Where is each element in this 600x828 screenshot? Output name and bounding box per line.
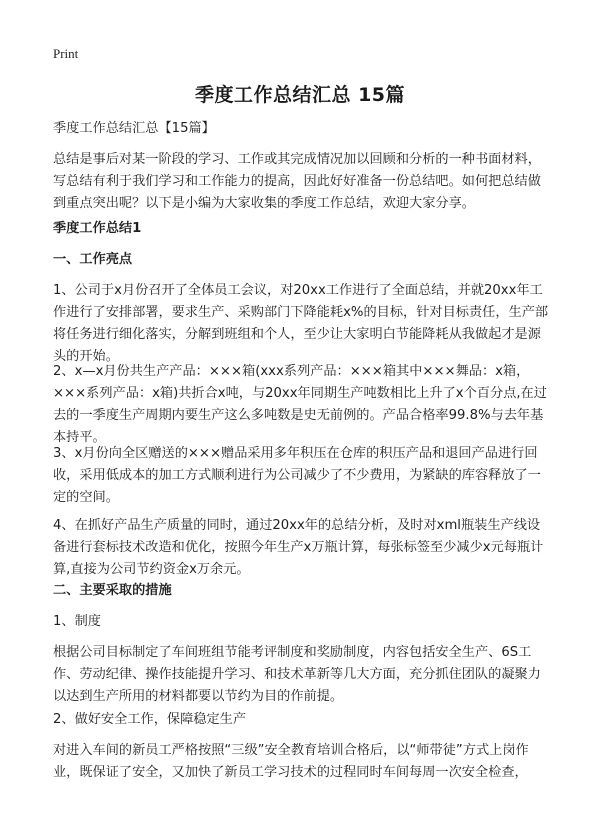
list-item: 3、x月份向全区赠送的×××赠品采用多年积压在仓库的积压产品和退回产品进行回收，采用低成本的加工方式顺利进行为公司减少了不少费用，为紧缺的库容释放了一定的空间。 — [53, 446, 541, 505]
list-item: 4、在抓好产品生产质量的同时，通过20xx年的总结分析，及时对xml瓶装生产线设备进行套标技术改造和优化，按照今年生产x万瓶计算，每张标签至少减少x元每瓶计算,直接为公司节约资金x万余元。 — [53, 518, 544, 577]
subheading: 1、制度 — [53, 614, 101, 629]
intro-paragraph: 总结是事后对某一阶段的学习、工作或其完成情况加以回顾和分析的一种书面材料，写总结有利于我们学习和工作能力的提高，因此好好准备一份总结吧。如何把总结做到重点突出呢？以下是小编为大家收集的季度工作总结，欢迎大家分享。 — [53, 152, 541, 211]
heading-measures: 二、主要采取的措施 — [53, 583, 172, 598]
paragraph: 根据公司目标制定了车间班组节能考评制度和奖励制度，内容包括安全生产、6S工作、劳动纪律、操作技能提升学习、和技术革新等几大方面，充分抓住团队的凝聚力以达到生产所用的材料都要以节约为目的作前提。 — [53, 645, 541, 704]
subheading: 2、做好安全工作，保障稳定生产 — [53, 712, 247, 727]
section-title: 季度工作总结1 — [53, 221, 142, 236]
print-link[interactable]: Print — [53, 46, 79, 61]
paragraph: 对进入车间的新员工严格按照“三级”安全教育培训合格后，以“师带徒”方式上岗作业，既保证了安全，又加快了新员工学习技术的过程同时车间每周一次安全检查， — [53, 743, 529, 780]
heading-highlights: 一、工作亮点 — [53, 252, 133, 267]
document-subtitle: 季度工作总结汇总【15篇】 — [53, 121, 215, 136]
list-item: 1、公司于x月份召开了全体员工会议，对20xx工作进行了全面总结，并就20xx年工作进行了安排部署，要求生产、采购部门下降能耗x%的目标，针对目标责任，生产部将任务进行细化落实，分解到班组和个人，至少让大家明白节能降耗从我做起才是源头的开始。 — [53, 283, 549, 364]
document-title: 季度工作总结汇总 15篇 — [194, 84, 406, 106]
list-item: 2、x—x月份共生产产品：×××箱(xxx系列产品：×××箱其中×××舞品：x箱，×××系列产品：x箱)共折合x吨，与20xx年同期生产吨数相比上升了x个百分点,在过去的一季度生产周期内要生产这么多吨数是史无前例的。产品合格率99.8%与去年基本持平。 — [53, 364, 547, 445]
